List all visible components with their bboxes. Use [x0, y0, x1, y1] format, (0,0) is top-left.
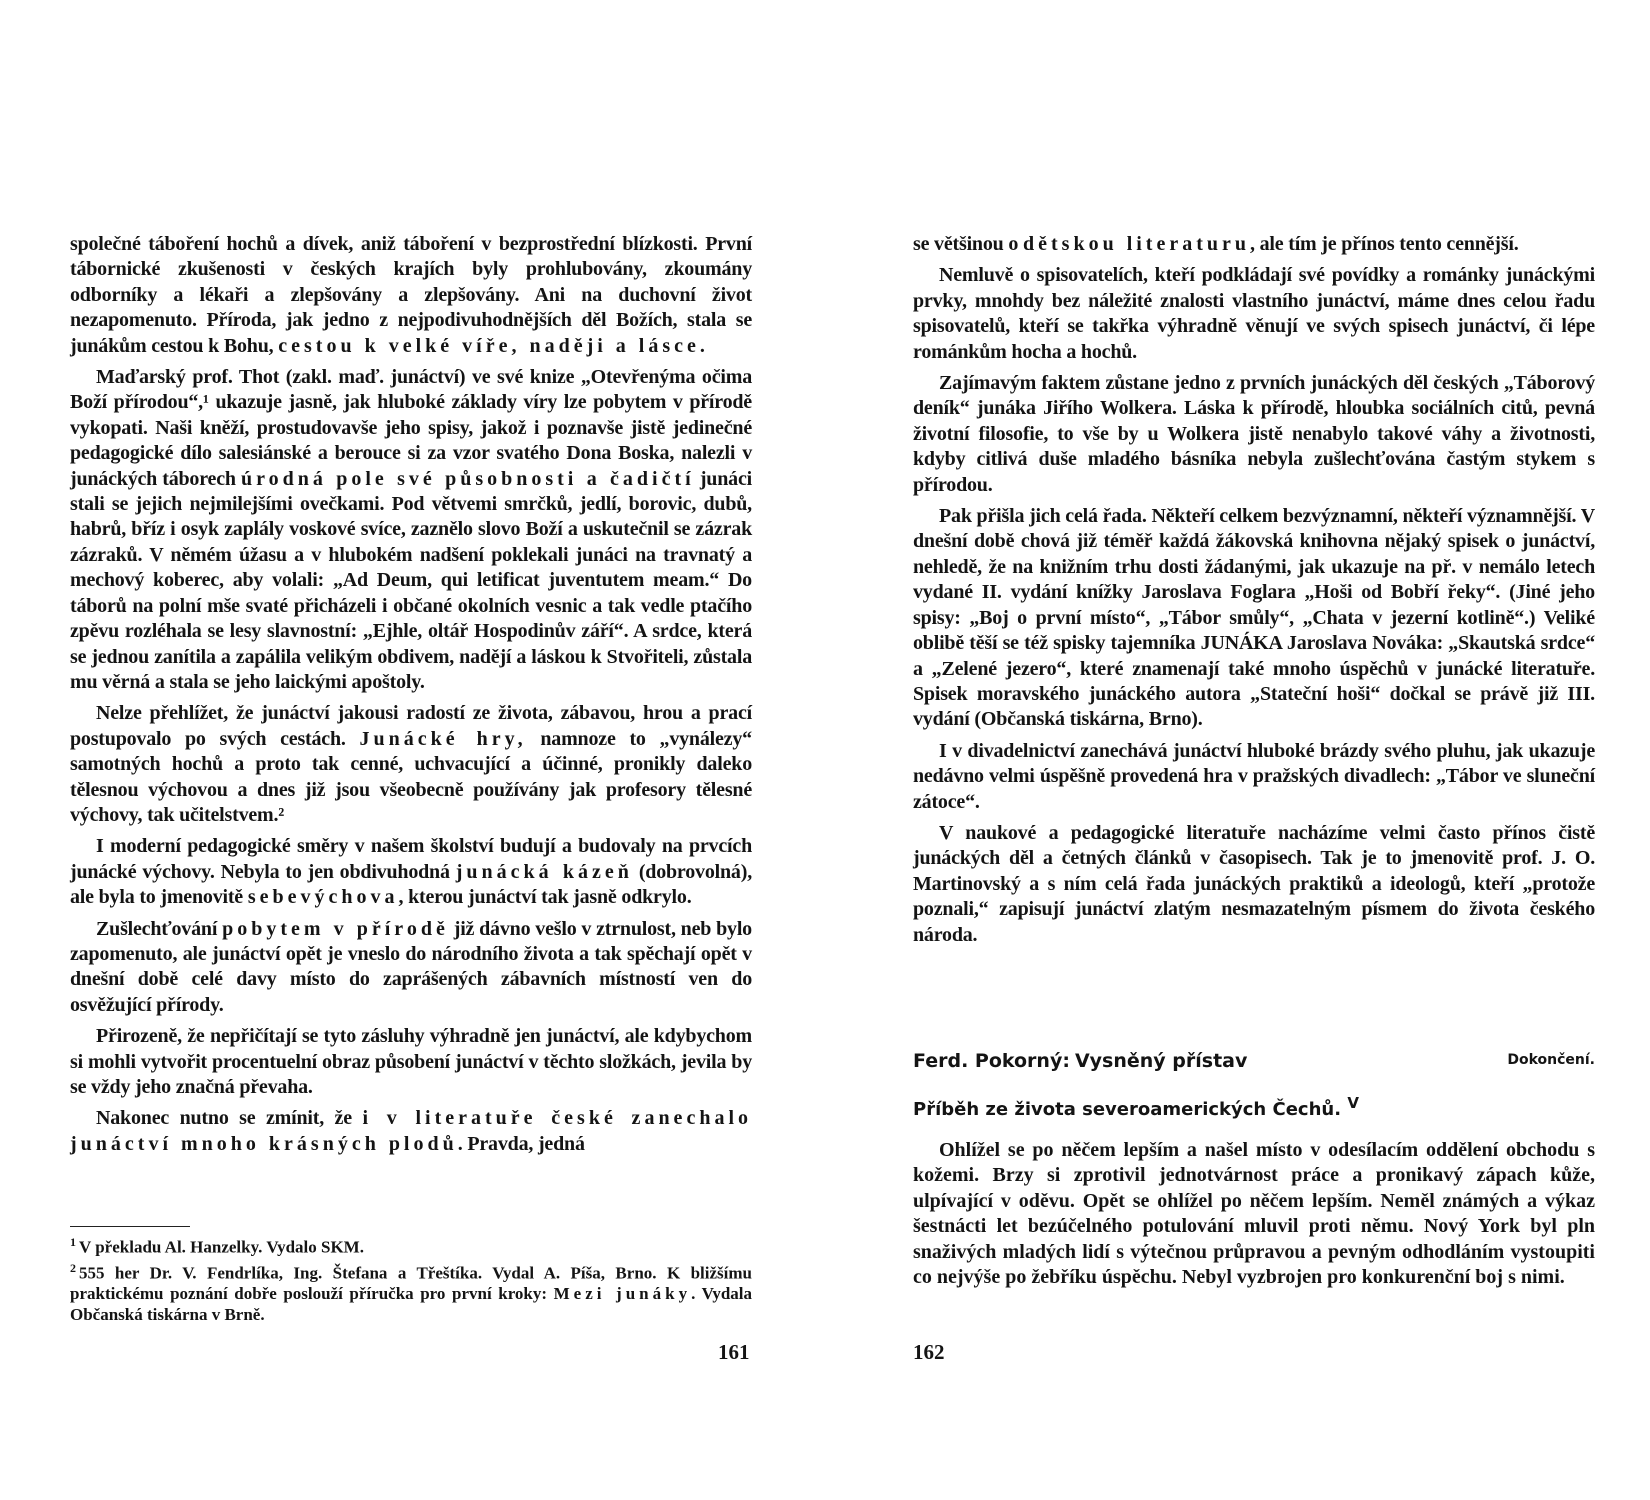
- paragraph: se většinou o dětskou literaturu, ale tím je přínos tento cennější.: [913, 233, 1519, 255]
- page-number: 161: [718, 1340, 750, 1364]
- continued-label: Dokončení.: [1507, 1052, 1595, 1068]
- paragraph: Nelze přehlížet, že junáctví jakousi radostí ze života, zábavou, hrou a prací postupovalo po svých cestách. Junácké hry, namnoze to „vynálezy“ samotných hochů a proto tak cenné, uchvacující a účinné, pronikly daleko tělesnou výchovou a dnes již jsou všeobecně používány jak profesory tělesné výchovy, tak učitelstvem.²: [70, 702, 752, 826]
- paragraph: Přirozeně, že nepřičítají se tyto zásluhy výhradně jen junáctví, ale kdybychom si mohli vytvořit procentuelní obraz působení junáctví v těchto složkách, jevila by se vždy jeho značná převaha.: [70, 1025, 752, 1098]
- paragraph: Maďarský prof. Thot (zakl. maď. junáctví) ve své knize „Otevřenýma očima Boží přírodou“,¹ ukazuje jasně, jak hluboké základy víry lze pobytem v přírodě vykopati. Naši kněží, prostudovavše jeho spisy, jakož i poznavše jistě jedinečné pedagogické dílo salesiánské a berouce si za vzor svatého Dona Boska, nalezli v junáckých táborech úrodná pole své působnosti a čadičtí junáci stali se jejich nejmilejšími ovečkami. Pod větvemi smrčků, jedlí, borovic, dubů, habrů, bříz i osyk zaplály voskové svíce, zaznělo slovo Boží a uskutečnil se zázrak zázraků. V němém úžasu a v hlubokém nadšení poklekali junáci na travnatý a mechový koberec, aby volali: „Ad Deum, qui letificat juventutem meam.“ Do táborů na polní mše svaté přicházeli i občané okolních vesnic a tak vedle ptačího zpěvu rozléhala se lesy slavnostní: „Ejhle, oltář Hospodinův září“. A srdce, která se jednou zanítila a zapálila velikým obdivem, nadějí a láskou k Stvořiteli, zůstala mu věrná a stala se jeho laickými apoštoly.: [70, 366, 752, 693]
- right-text-column: [913, 232, 1595, 954]
- left-text-column: [70, 232, 752, 1163]
- footnotes: [70, 1232, 752, 1325]
- right-page: [825, 0, 1650, 1500]
- story-author: Ferd. Pokorný:: [913, 1050, 1070, 1072]
- story-title: Vysněný přístav: [1074, 1050, 1248, 1072]
- story-body: [913, 1138, 1595, 1290]
- footnote: $^2$ 555 her Dr. V. Fendrlíka, Ing. Štefana a Třeštíka. Vydal A. Píša, Brno. K bližšímu praktickému poznání dobře poslouží příručka pro první kroky: Mezi junáky. Vydala Občanská tiskárna v Brně.: [70, 1260, 753, 1325]
- footnote-rule: [70, 1226, 190, 1227]
- paragraph: I v divadelnictví zanechává junáctví hluboké brázdy svého pluhu, jak ukazuje nedávno velmi úspěšně provedená hra v pražských divadlech: „Tábor ve sluneční zátoce“.: [913, 739, 1595, 813]
- paragraph: V naukové a pedagogické literatuře nacházíme velmi často přínos čistě junáckých děl a četných článků v časopisech. Tak je to jmenovitě prof. J. O. Martinovský a s ním celá řada junáckých praktiků a ideologů, kteří „protože poznali,“ zapisují junáctví zlatým nesmazatelným písmem do života českého národa.: [913, 821, 1595, 946]
- paragraph: společné táboření hochů a dívek, aniž táboření v bezprostřední blízkosti. První tábornické zkušenosti v českých krajích byly prohlubovány, zkoumány odborníky a lékaři a zlepšovány a zlepšovány. Ani na duchovní život nezapomenuto. Příroda, jak jedno z nejpodivuhodnějších děl Božích, stala se junákům cestou k Bohu, cestou k velké víře, naději a lásce.: [70, 233, 752, 357]
- paragraph: Ohlížel se po něčem lepším a našel místo v odesílacím oddělení obchodu s kožemi. Brzy si zprotivil jednotvárnost práce a pronikavý zápach kůže, ulpívající v oděvu. Opět se ohlížel po něčem lepším. Neměl známých a výkaz šestnácti let bezúčelného potulování mluvil proti němu. Nový York byl pln snaživých mladých lidí s výtečnou průpravou a pevným odhodláním vystoupiti co nejvýše po žebříku úspěchu. Nebyl vyzbrojen pro konkurenční boj s nimi.: [913, 1139, 1595, 1289]
- subtitle-mark: V: [1347, 1094, 1359, 1112]
- paragraph: I moderní pedagogické směry v našem školství budují a budovaly na prvcích junácké výchovy. Nebyla to jen obdivuhodná junácká kázeň (dobrovolná), ale byla to jmenovitě sebevýchova, kterou junáctví tak jasně odkrylo.: [70, 835, 752, 909]
- paragraph: Zajímavým faktem zůstane jedno z prvních junáckých děl českých „Táborový deník“ junáka Jiřího Wolkera. Láska k přírodě, hloubka sociálních citů, pevná životní filosofie, to vše by u Wolkera jistě nenabylo takové váhy a životnosti, kdyby citlivá duše mladého básníka nebyla zušlechťována častým stykem s přírodou.: [913, 372, 1595, 496]
- story-heading: [913, 1050, 1595, 1073]
- paragraph: Nakonec nutno se zmínit, že i v literatuře české zanechalo junáctví mnoho krásných plodů. Pravda, jedná: [70, 1107, 752, 1155]
- paragraph: Pak přišla jich celá řada. Někteří celkem bezvýznamní, někteří významnější. V dnešní době chová již téměř každá žákovská knihovna nějaký spisek o junáctví, nehledě, že na knižním trhu dosti žádanými, jak ukazuje na př. v nemálo letech vydané II. vydání knížky Jaroslava Foglara „Hoši od Bobří řeky“. (Jiné jeho spisy: „Boj o první místo“, „Tábor smůly“, „Chata v jezerní kotlině“.) Veliké oblibě těší se též spisky tajemníka JUNÁKA Jaroslava Nováka: „Skautská srdce“ a „Zelené jezero“, které znamenají také mnoho úspěchů v junácké literatuře. Spisek moravského junáckého autora „Stateční hoši“ dočkal se právě již III. vydání (Občanská tiskárna, Brno).: [913, 505, 1595, 731]
- paragraph: Zušlechťování pobytem v přírodě již dávno vešlo v ztrnulost, neb bylo zapomenuto, ale junáctví opět je vneslo do národního života a tak spěchají opět v dnešní době celé davy místo do zaprášených zábavních místností ven do osvěžující přírody.: [70, 917, 752, 1016]
- footnote: $^1$ V překladu Al. Hanzelky. Vydalo SKM.: [70, 1235, 364, 1257]
- paragraph: Nemluvě o spisovatelích, kteří podkládají své povídky a románky junáckými prvky, mnohdy bez náležité znalosti vlastního junáctví, máme dnes celou řadu spisovatelů, kteří se takřka výhradně věnují ve svých spisech junáctví, či lépe románkům hocha a hochů.: [913, 264, 1595, 363]
- page-number: 162: [913, 1340, 945, 1364]
- story-subtitle: Příběh ze života severoamerických Čechů. $^V$: [913, 1094, 1359, 1120]
